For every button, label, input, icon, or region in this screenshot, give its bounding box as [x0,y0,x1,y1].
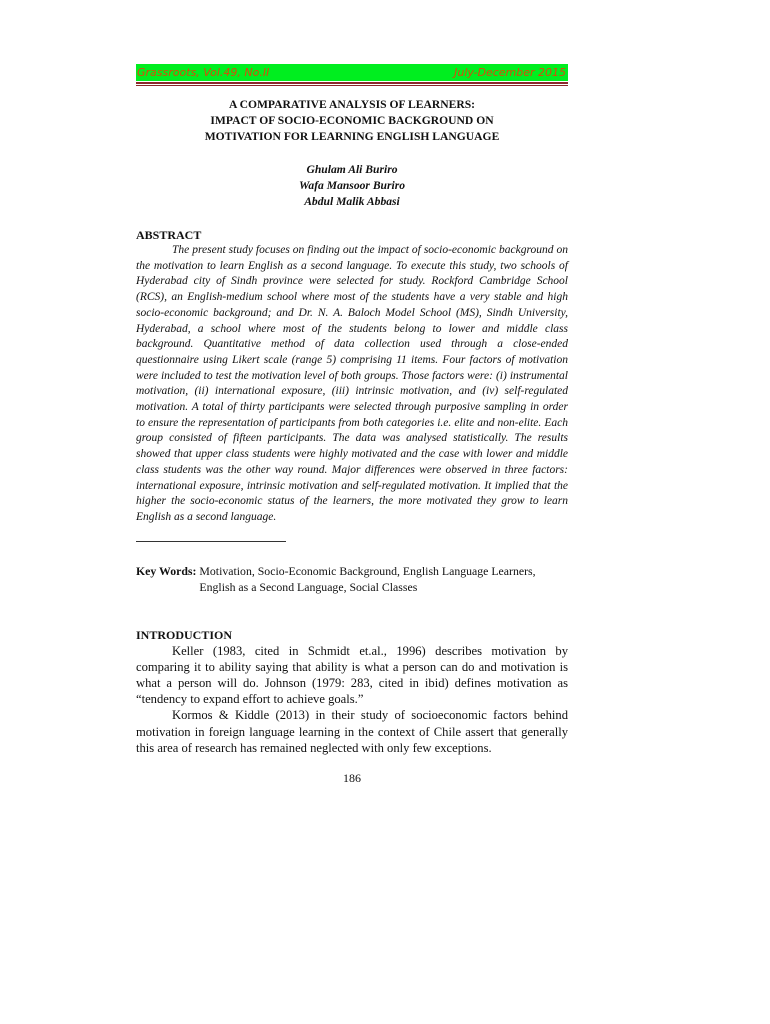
keywords-text: Motivation, Socio-Economic Background, English Language Learners, English as a Second Language, Social Classes [199,563,536,594]
abstract-heading: ABSTRACT [136,228,202,242]
introduction-paragraph: Keller (1983, cited in Schmidt et.al., 1996) describes motivation by comparing it to ability saying that ability is what a person can do and motivation is what a person will do. Johnson (1979: 283, cited in ibid) defines motivation as “tendency to expand effort to achieve goals.” [136,643,568,707]
abstract-text: The present study focuses on finding out the impact of socio-economic background on the motivation to learn English as a second language. To execute this study, two schools of Hyderabad city of Sindh province were selected for study. Rockford Cambridge School (RCS), an English-medium school where most of the students have a very stable and high socio-economic background; and Dr. N. A. Baloch Model School (MS), Sindh University, Hyderabad, a school where most of the students belong to lower and middle class background. Quantitative method of data collection used through a close-ended questionnaire using Likert scale (range 5) comprising 11 items. Four factors of motivation were included to test the motivation level of both groups. Those factors were: (i) instrumental motivation, (ii) international exposure, (iii) intrinsic motivation, and (iv) self-regulated motivation. A total of thirty participants were selected through purposive sampling in order to ensure the representation of participants from both categories i.e. elite and non-elite. Each group consisted of fifteen participants. The data was analysed statistically. The results showed that upper class students were highly motivated and the case with lower and middle class students was the other way round. Major differences were observed in three factors: international exposure, intrinsic motivation and self-regulated motivation. It implied that the higher the socio-economic status of the learners, the more motivated they grow to learn English as a second language. [136,244,568,523]
journal-issue-date: July-December 2015 [454,66,566,79]
paper-title [136,97,568,145]
header-rule-thick [136,82,568,84]
header-rule-thin [136,85,568,86]
author-name: Abdul Malik Abbasi [304,195,400,208]
introduction-heading: INTRODUCTION [136,627,233,642]
title-line-2: IMPACT OF SOCIO-ECONOMIC BACKGROUND ON [210,114,494,127]
title-line-1: A COMPARATIVE ANALYSIS OF LEARNERS: [228,98,476,111]
author-name: Ghulam Ali Buriro [306,163,398,176]
paper-page [136,64,568,786]
title-line-3: MOTIVATION FOR LEARNING ENGLISH LANGUAGE [204,130,500,143]
journal-name: Grassroots, Vol.49, No.II [137,66,270,79]
page-number: 186 [343,771,361,786]
author-name: Wafa Mansoor Buriro [298,179,406,192]
introduction-paragraph: Kormos & Kiddle (2013) in their study of socioeconomic factors behind motivation in foreign language learning in the context of Chile assert that generally this area of research has remained neglected with only few exceptions. [136,708,568,755]
keywords-block [136,563,568,595]
footnote-separator [136,541,286,542]
author-list [136,162,568,210]
keywords-label: Key Words: [136,563,197,578]
journal-header-bar [136,64,568,81]
